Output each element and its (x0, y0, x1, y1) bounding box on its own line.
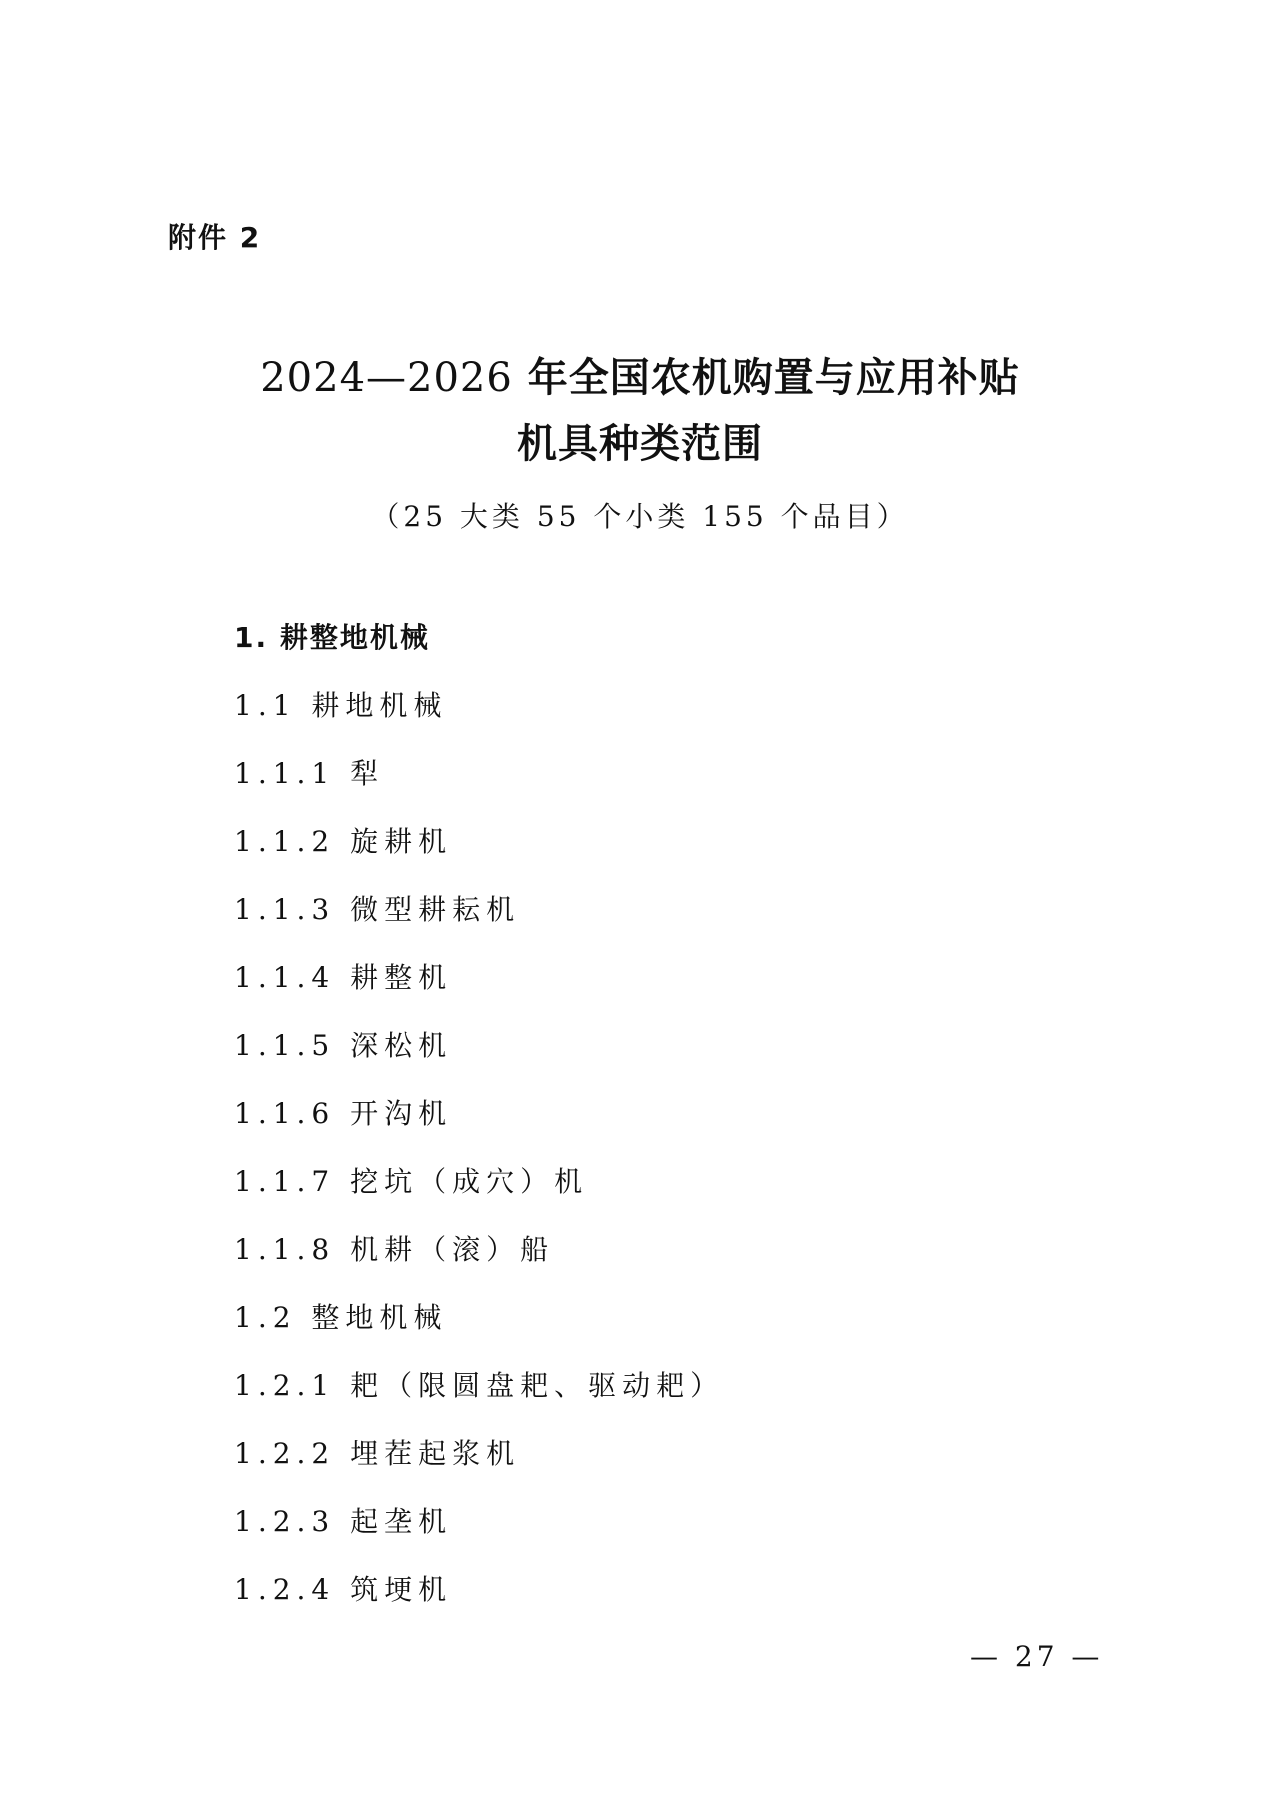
title-line-2: 机具种类范围 (517, 421, 763, 467)
subcategory-item: 1.1 耕地机械 (234, 689, 448, 722)
list-item: 1.1.1 犁 (234, 757, 385, 790)
title-year-range: 2024—2026 (260, 355, 513, 401)
list-item: 1.1.5 深松机 (234, 1029, 453, 1062)
list-item: 1.2.1 耙（限圆盘耙、驱动耙） (234, 1369, 725, 1402)
subcategory-item: 1.2 整地机械 (234, 1301, 448, 1334)
document-subtitle: （25 大类 55 个小类 155 个品目） (371, 500, 909, 533)
list-item: 1.1.8 机耕（滚）船 (234, 1233, 555, 1266)
category-list (234, 604, 724, 1624)
list-item: 1.1.2 旋耕机 (234, 825, 453, 858)
list-item: 1.2.3 起垄机 (234, 1505, 453, 1538)
attachment-label: 附件 2 (168, 221, 262, 254)
list-item: 1.1.7 挖坑（成穴）机 (234, 1165, 589, 1198)
list-item: 1.2.2 埋茬起浆机 (234, 1437, 521, 1470)
page-number: — 27 — (970, 1640, 1104, 1673)
list-item: 1.1.3 微型耕耘机 (234, 893, 521, 926)
list-item: 1.2.4 筑埂机 (234, 1573, 453, 1606)
title-line-1 (0, 345, 1280, 411)
title-line-1-text: 年全国农机购置与应用补贴 (512, 355, 1020, 401)
document-title (0, 345, 1280, 535)
list-item: 1.1.6 开沟机 (234, 1097, 453, 1130)
list-item: 1.1.4 耕整机 (234, 961, 453, 994)
category-heading: 1. 耕整地机械 (234, 621, 430, 654)
